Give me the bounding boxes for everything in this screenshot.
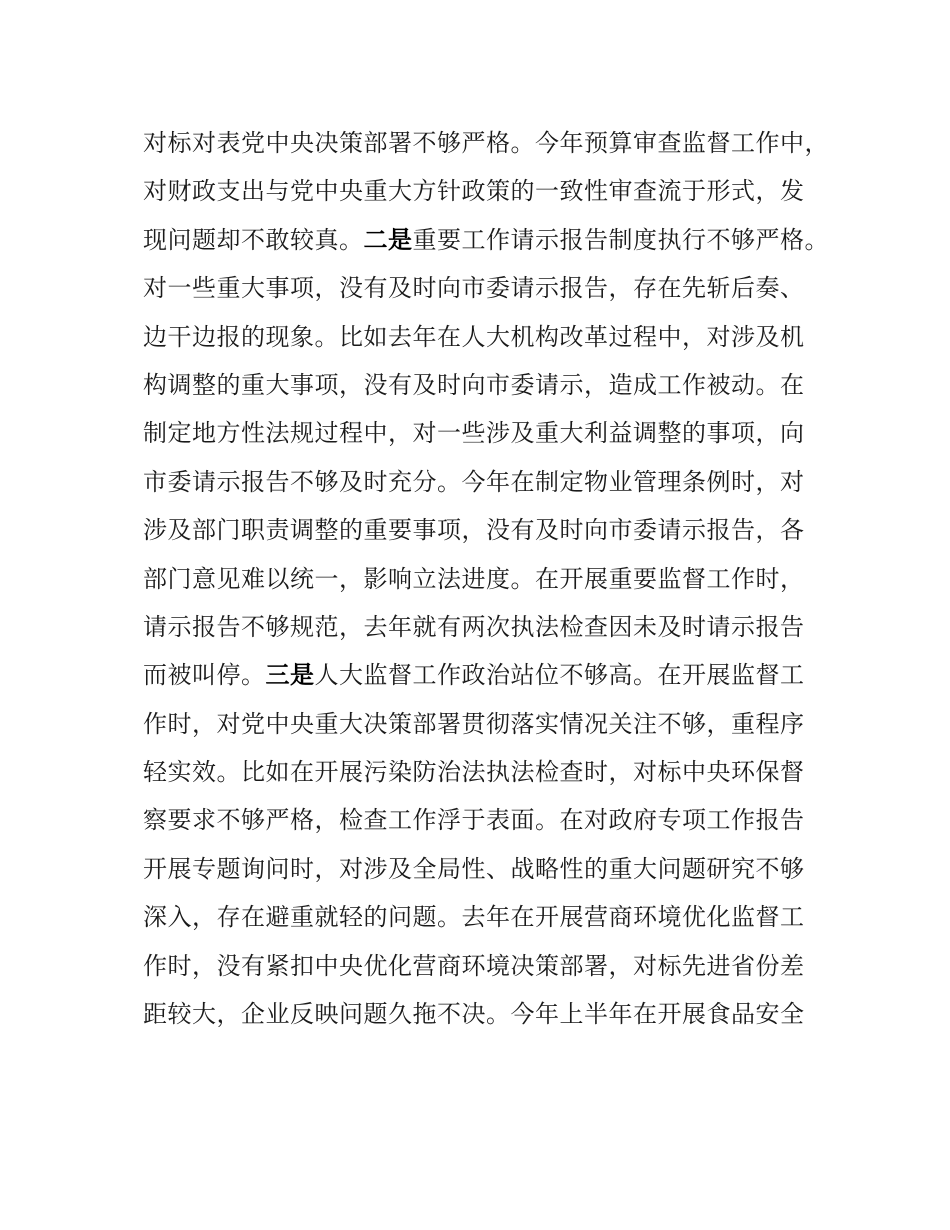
text-line <box>143 216 843 264</box>
text-line: 涉及部门职责调整的重要事项，没有及时向市委请示报告，各 <box>143 516 805 545</box>
bold-heading: 三是 <box>265 661 315 690</box>
text-segment: 而被叫停。 <box>143 661 266 690</box>
text-line: 察要求不够严格，检查工作浮于表面。在对政府专项工作报告 <box>143 806 805 835</box>
text-line: 制定地方性法规过程中，对一些涉及重大利益调整的事项，向 <box>143 419 805 448</box>
text-line: 距较大，企业反映问题久拖不决。今年上半年在开展食品安全 <box>143 1000 805 1029</box>
text-segment: 现问题却不敢较真。 <box>143 225 364 254</box>
text-line: 请示报告不够规范，去年就有两次执法检查因未及时请示报告 <box>143 612 805 641</box>
text-line: 市委请示报告不够及时充分。今年在制定物业管理条例时，对 <box>143 467 805 496</box>
text-line: 对一些重大事项，没有及时向市委请示报告，存在先斩后奏、 <box>143 274 805 303</box>
text-line: 作时，没有紧扣中央优化营商环境决策部署，对标先进省份差 <box>143 951 805 980</box>
bold-heading: 二是 <box>363 225 413 254</box>
text-line: 边干边报的现象。比如去年在人大机构改革过程中，对涉及机 <box>143 322 805 351</box>
text-segment: 人大监督工作政治站位不够高。在开展监督工 <box>314 661 805 690</box>
text-line: 对财政支出与党中央重大方针政策的一致性审查流于形式，发 <box>143 177 805 206</box>
text-line: 部门意见难以统一，影响立法进度。在开展重要监督工作时， <box>143 564 805 593</box>
text-segment: 重要工作请示报告制度执行不够严格。 <box>412 225 829 254</box>
document-body <box>143 119 843 1038</box>
text-line: 开展专题询问时，对涉及全局性、战略性的重大问题研究不够 <box>143 854 805 883</box>
text-line: 构调整的重大事项，没有及时向市委请示，造成工作被动。在 <box>143 370 805 399</box>
text-line: 轻实效。比如在开展污染防治法执法检查时，对标中央环保督 <box>143 758 805 787</box>
text-line: 对标对表党中央决策部署不够严格。今年预算审查监督工作中， <box>143 129 829 157</box>
text-line: 作时，对党中央重大决策部署贯彻落实情况关注不够，重程序 <box>143 709 805 738</box>
text-line: 深入，存在避重就轻的问题。去年在开展营商环境优化监督工 <box>143 903 805 932</box>
text-line <box>143 651 843 699</box>
